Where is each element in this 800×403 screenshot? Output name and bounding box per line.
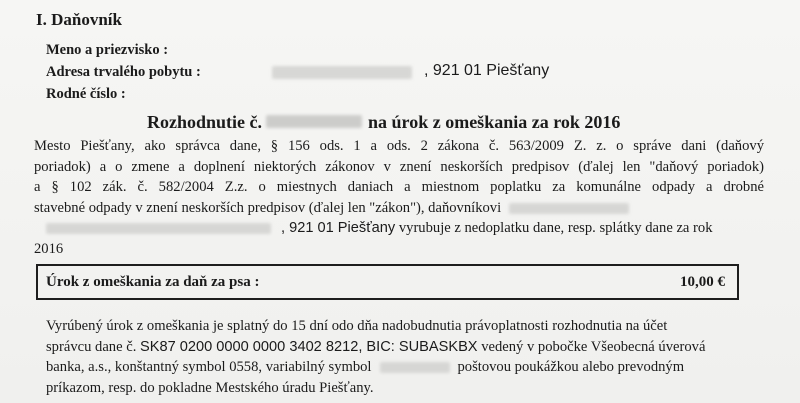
interest-label: Úrok z omeškania za daň za psa : <box>46 274 260 290</box>
paragraph-line-text: stavebné odpady v znení neskorších predpisov (ďalej len "zákon"), daňovníkovi <box>34 199 502 216</box>
paragraph-line-text: vedený v pobočke Všeobecná úverová <box>477 338 706 355</box>
section-title: I. Daňovník <box>36 10 122 29</box>
name-label: Meno a priezvisko : <box>46 42 169 58</box>
taxpayer-city: , 921 01 Piešťany <box>281 220 396 236</box>
paragraph-line: poriadok) a o zmene a doplnení niektorých zákonov v znení neskorších predpisov (ďalej len "daňový poriadok) <box>34 158 764 175</box>
birth-number-label: Rodné číslo : <box>46 86 126 102</box>
payment-paragraph <box>46 316 768 398</box>
paragraph-line: 2016 <box>34 240 64 257</box>
paragraph-line <box>46 337 768 358</box>
interest-value: 10,00 € <box>680 274 725 290</box>
paragraph-line-text: banka, a.s., konštantný symbol 0558, variabilný symbol <box>46 359 372 375</box>
paragraph-line: a § 102 zák. č. 582/2004 Z.z. o miestnych daniach a miestnom poplatku za komunálne odpady a drobné <box>34 179 764 195</box>
decision-prefix: Rozhodnutie č. <box>147 112 263 132</box>
paragraph-line: Vyrúbený úrok z omeškania je splatný do 15 dní odo dňa nadobudnutia právoplatnosti rozhodnutia na účet <box>46 318 668 334</box>
taxpayer-address-redaction <box>46 223 271 234</box>
paragraph-line-text: správcu dane č. <box>46 338 141 355</box>
decision-number-redaction <box>266 115 362 128</box>
address-label: Adresa trvalého pobytu : <box>46 64 201 80</box>
paragraph-line-text: poštovou poukážkou alebo prevodným <box>457 359 685 375</box>
address-city: , 921 01 Piešťany <box>424 62 550 79</box>
paragraph-line <box>34 198 764 219</box>
paragraph-line <box>34 218 764 239</box>
interest-amount-box <box>36 264 739 300</box>
bank-account-text: SK87 0200 0000 0000 3402 8212, BIC: SUBASKBX <box>140 338 478 355</box>
taxpayer-name-redaction <box>509 203 629 214</box>
legal-basis-paragraph <box>34 136 764 259</box>
paragraph-line <box>46 357 768 378</box>
address-redaction <box>272 66 412 79</box>
variable-symbol-redaction <box>380 362 450 373</box>
paragraph-line: príkazom, resp. do pokladne Mestského úradu Piešťany. <box>46 379 374 396</box>
decision-heading <box>147 112 620 133</box>
decision-suffix: na úrok z omeškania za rok 2016 <box>368 112 621 132</box>
paragraph-line-text: vyrubuje z nedoplatku dane, resp. splátky dane za rok <box>395 220 713 236</box>
paragraph-line: Mesto Piešťany, ako správca dane, § 156 ods. 1 a ods. 2 zákona č. 563/2009 Z. z. o správe dani (daňový <box>34 138 764 154</box>
